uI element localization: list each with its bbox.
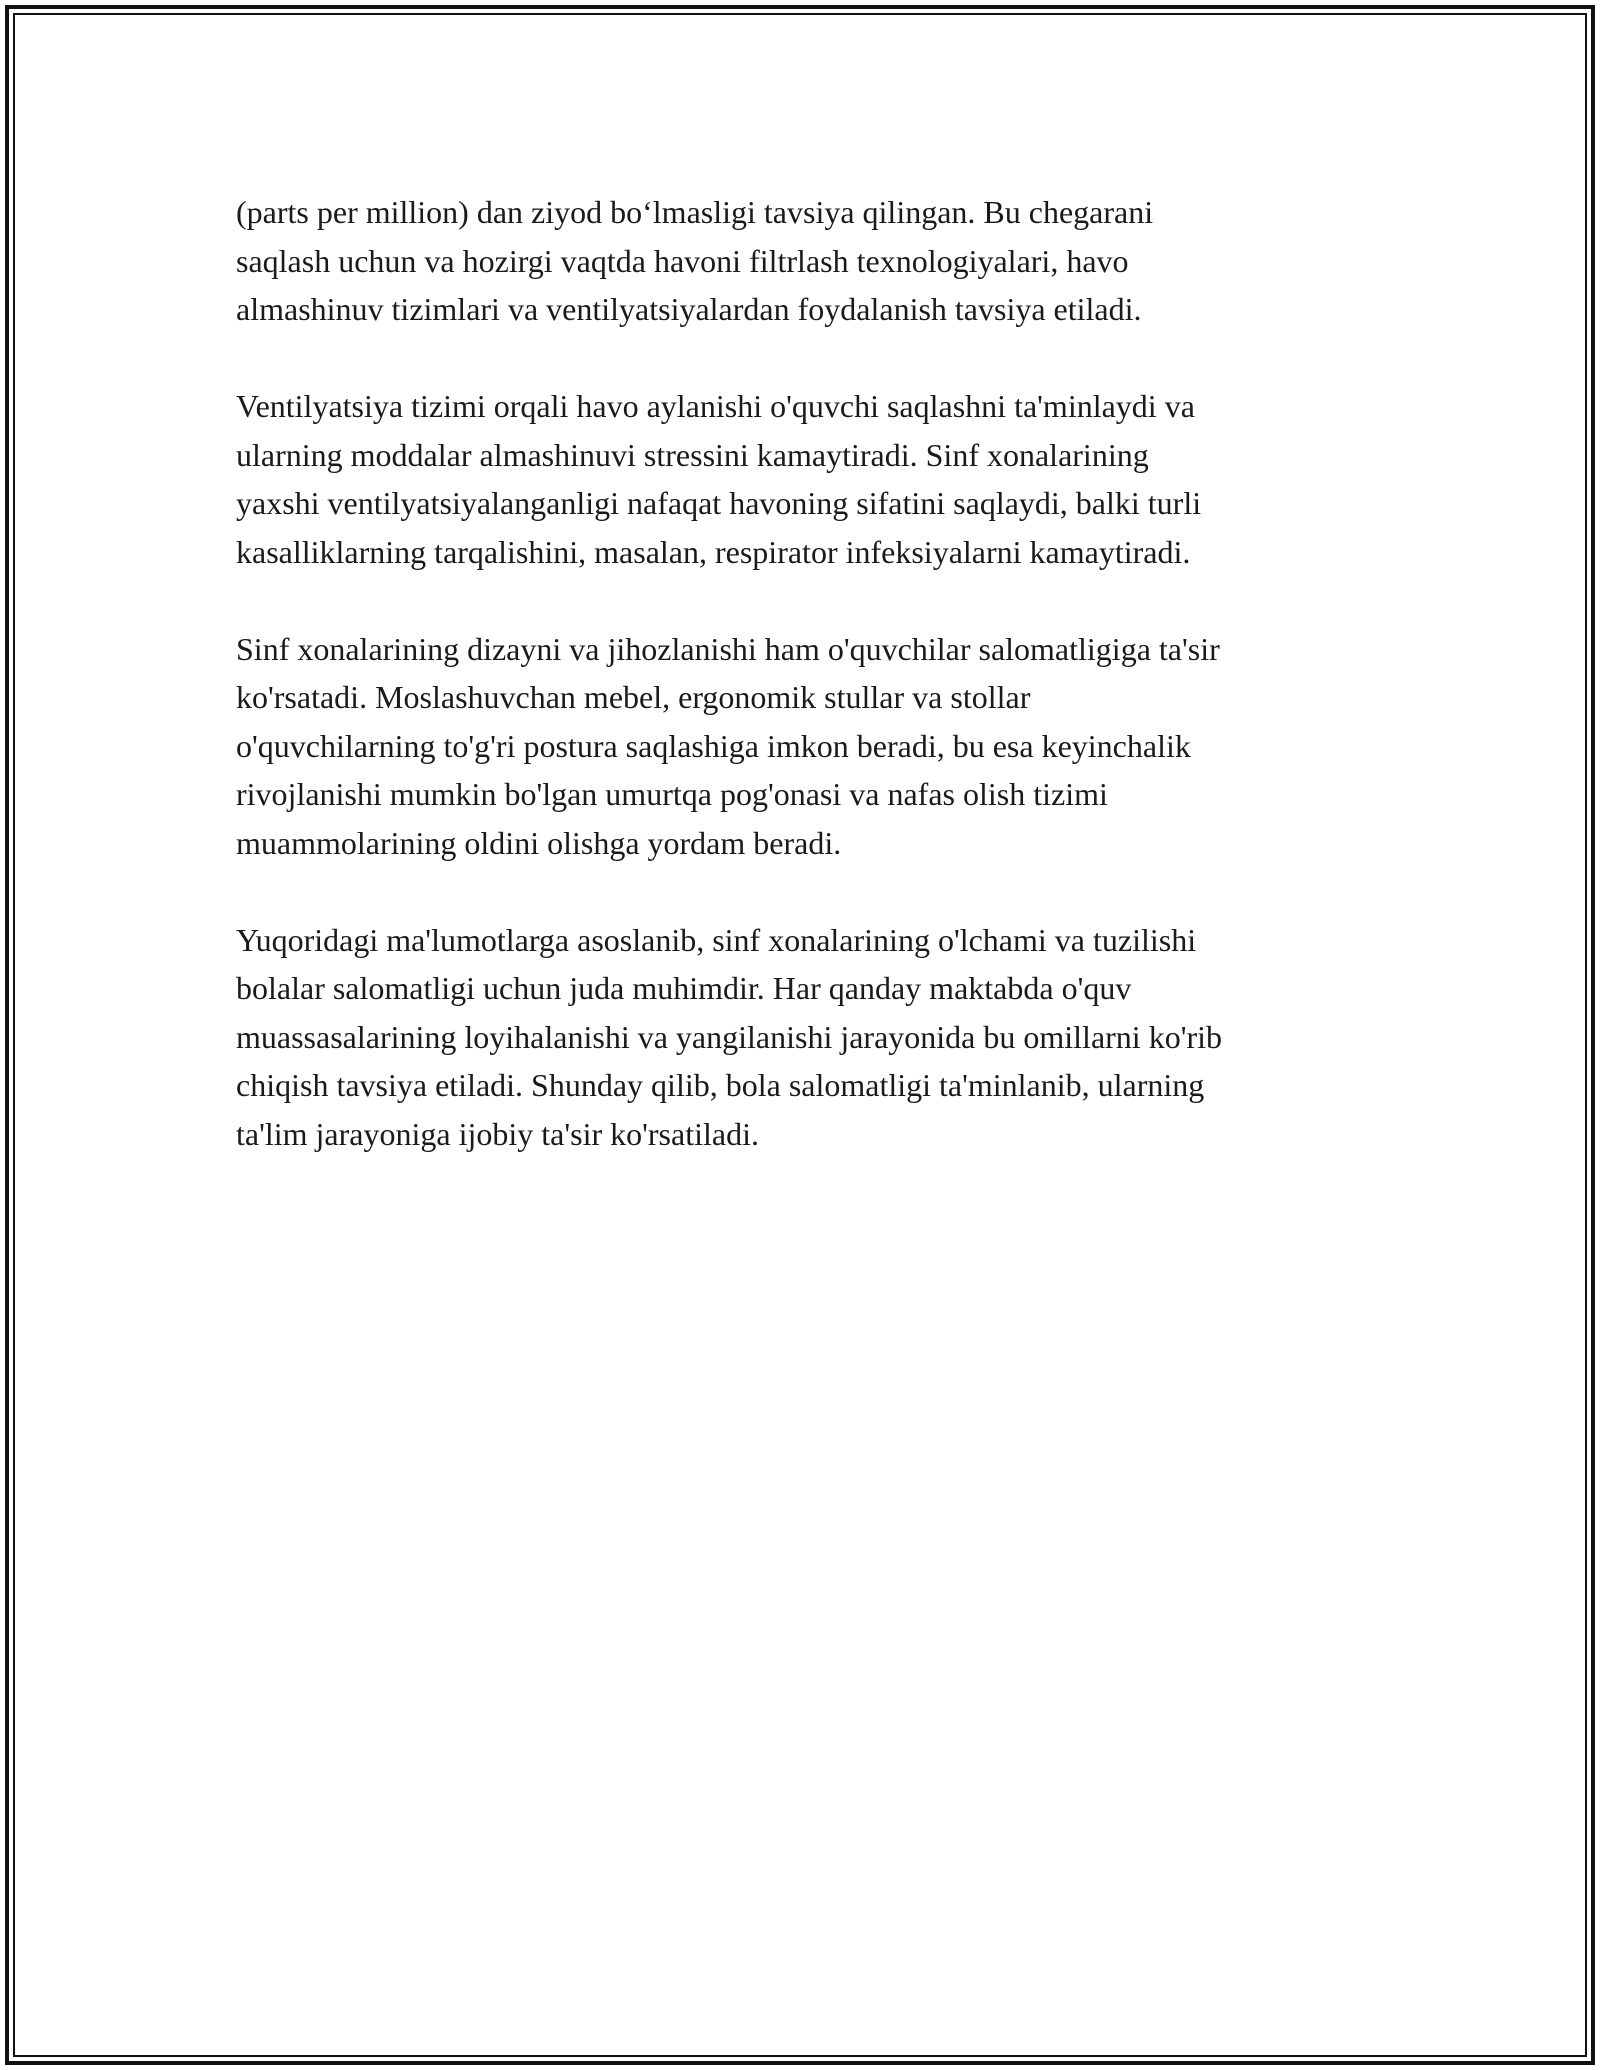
text-line: Sinf xonalarining dizayni va jihozlanishi ham o'quvchilar salomatligiga ta'sir bbox=[236, 630, 1220, 667]
text-line: rivojlanishi mumkin bo'lgan umurtqa pog'onasi va nafas olish tizimi bbox=[236, 776, 1108, 812]
text-line: muassasalarining loyihalanishi va yangilanishi jarayonida bu omillarni ko'rib bbox=[236, 1018, 1222, 1055]
paragraph bbox=[236, 625, 1376, 868]
text-line: Ventilyatsiya tizimi orqali havo aylanishi o'quvchi saqlashni ta'minlaydi va bbox=[236, 388, 1195, 424]
text-line: o'quvchilarning to'g'ri postura saqlashiga imkon beradi, bu esa keyinchalik bbox=[236, 727, 1191, 764]
text-line: (parts per million) dan ziyod bo‘lmasligi tavsiya qilingan. Bu chegarani bbox=[236, 194, 1154, 230]
text-line: Yuqoridagi ma'lumotlarga asoslanib, sinf xonalarining o'lchami va tuzilishi bbox=[236, 921, 1197, 958]
text-line: ta'lim jarayoniga ijobiy ta'sir ko'rsatiladi. bbox=[236, 1115, 759, 1152]
text-line: saqlash uchun va hozirgi vaqtda havoni filtrlash texnologiyalari, havo bbox=[236, 242, 1129, 279]
text-line: yaxshi ventilyatsiyalanganligi nafaqat havoning sifatini saqlaydi, balki turli bbox=[236, 485, 1202, 521]
paragraph bbox=[236, 188, 1376, 334]
text-line: ko'rsatadi. Moslashuvchan mebel, ergonomik stullar va stollar bbox=[236, 679, 1031, 715]
text-line: muammolarining oldini olishga yordam beradi. bbox=[236, 824, 842, 861]
text-line: ularning moddalar almashinuvi stressini kamaytiradi. Sinf xonalarining bbox=[236, 436, 1149, 473]
text-line: bolalar salomatligi uchun juda muhimdir. Har qanday maktabda o'quv bbox=[236, 970, 1132, 1006]
document-body bbox=[236, 188, 1376, 1207]
text-line: kasalliklarning tarqalishini, masalan, respirator infeksiyalarni kamaytiradi. bbox=[236, 533, 1191, 570]
text-line: chiqish tavsiya etiladi. Shunday qilib, bola salomatligi ta'minlanib, ularning bbox=[236, 1067, 1205, 1103]
text-line: almashinuv tizimlari va ventilyatsiyalardan foydalanish tavsiya etiladi. bbox=[236, 291, 1142, 327]
paragraph bbox=[236, 916, 1376, 1159]
paragraph bbox=[236, 382, 1376, 576]
